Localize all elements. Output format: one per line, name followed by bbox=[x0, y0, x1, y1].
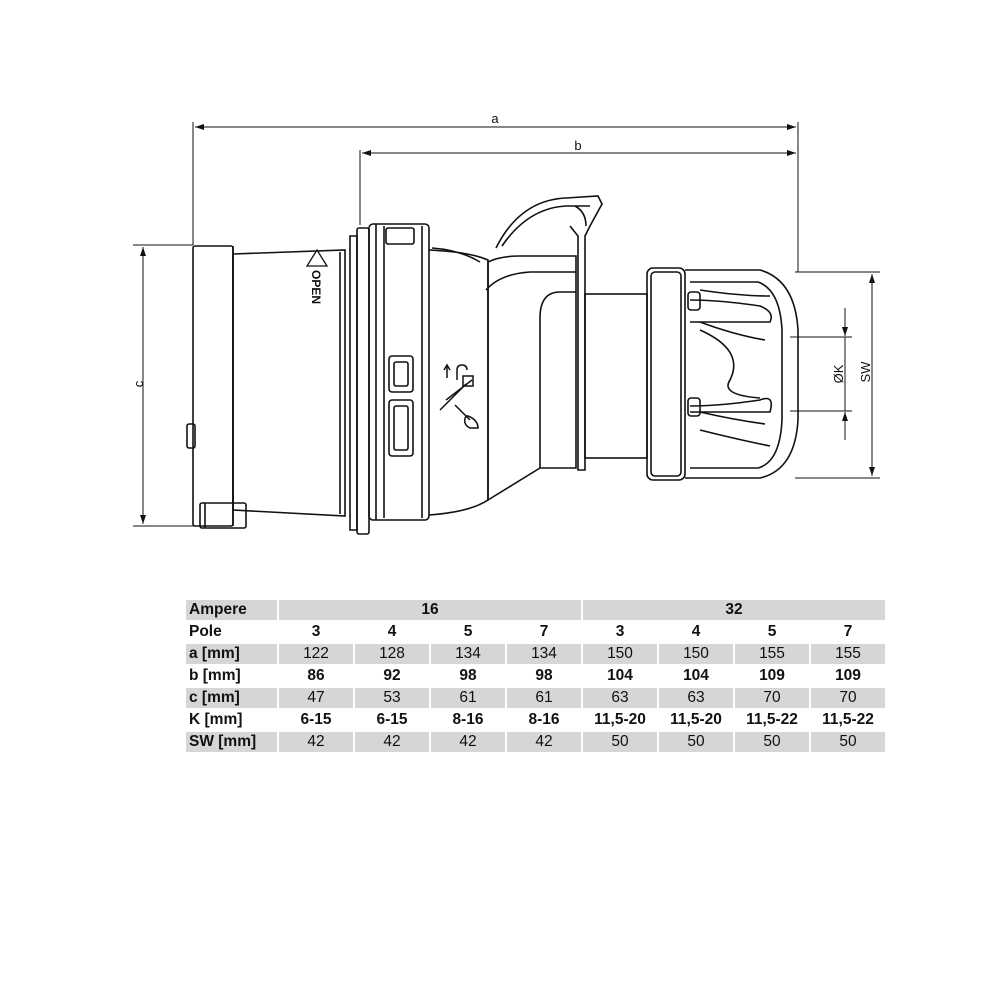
ampere-label: Ampere bbox=[186, 600, 277, 620]
table-cell: 86 bbox=[279, 666, 353, 686]
table-row-pole bbox=[186, 622, 885, 642]
table-cell: 6-15 bbox=[279, 710, 353, 730]
row-label: b [mm] bbox=[186, 666, 277, 686]
open-label: OPEN bbox=[309, 270, 323, 305]
dimension-b-label: b bbox=[574, 138, 582, 153]
dimension-c-label: c bbox=[131, 380, 146, 388]
table-row-ampere bbox=[186, 600, 885, 620]
table-cell: 42 bbox=[431, 732, 505, 752]
table-cell: 53 bbox=[355, 688, 429, 708]
row-label: K [mm] bbox=[186, 710, 277, 730]
table-cell: 3 bbox=[583, 622, 657, 642]
table-row-a bbox=[186, 644, 885, 664]
table-cell: 50 bbox=[659, 732, 733, 752]
table-row-c bbox=[186, 688, 885, 708]
screwdriver-lock-icon bbox=[440, 365, 478, 428]
table-cell: 150 bbox=[659, 644, 733, 664]
table-cell: 98 bbox=[431, 666, 505, 686]
table-cell: 134 bbox=[507, 644, 581, 664]
table-cell: 70 bbox=[811, 688, 885, 708]
table-cell: 8-16 bbox=[507, 710, 581, 730]
table-cell: 11,5-20 bbox=[659, 710, 733, 730]
pole-label: Pole bbox=[186, 622, 277, 642]
table-cell: 92 bbox=[355, 666, 429, 686]
table-row-b bbox=[186, 666, 885, 686]
table-cell: 128 bbox=[355, 644, 429, 664]
table-cell: 11,5-22 bbox=[735, 710, 809, 730]
table-cell: 98 bbox=[507, 666, 581, 686]
row-label: a [mm] bbox=[186, 644, 277, 664]
table-cell: 50 bbox=[735, 732, 809, 752]
table-cell: 42 bbox=[355, 732, 429, 752]
ampere-group: 32 bbox=[583, 600, 885, 620]
table-cell: 42 bbox=[279, 732, 353, 752]
table-cell: 155 bbox=[735, 644, 809, 664]
table-cell: 61 bbox=[431, 688, 505, 708]
table-row-sw bbox=[186, 732, 885, 752]
row-label: c [mm] bbox=[186, 688, 277, 708]
table-cell: 11,5-22 bbox=[811, 710, 885, 730]
dimension-k bbox=[790, 308, 852, 440]
table-cell: 50 bbox=[811, 732, 885, 752]
table-cell: 63 bbox=[583, 688, 657, 708]
table-cell: 50 bbox=[583, 732, 657, 752]
table-cell: 6-15 bbox=[355, 710, 429, 730]
table-cell: 70 bbox=[735, 688, 809, 708]
table-cell: 8-16 bbox=[431, 710, 505, 730]
table-cell: 5 bbox=[735, 622, 809, 642]
dimension-a-label: a bbox=[491, 111, 499, 126]
plug-outline bbox=[187, 196, 798, 534]
table-cell: 4 bbox=[355, 622, 429, 642]
table-cell: 61 bbox=[507, 688, 581, 708]
spec-table bbox=[184, 598, 887, 754]
table-cell: 47 bbox=[279, 688, 353, 708]
table-cell: 134 bbox=[431, 644, 505, 664]
table-cell: 63 bbox=[659, 688, 733, 708]
table-row-k bbox=[186, 710, 885, 730]
table-cell: 7 bbox=[811, 622, 885, 642]
dimension-c bbox=[131, 245, 200, 526]
table-cell: 104 bbox=[659, 666, 733, 686]
table-cell: 3 bbox=[279, 622, 353, 642]
dimension-sw-label: SW bbox=[858, 361, 873, 383]
table-cell: 4 bbox=[659, 622, 733, 642]
table-cell: 42 bbox=[507, 732, 581, 752]
dimension-k-label: ØK bbox=[831, 364, 846, 384]
dimension-a bbox=[193, 111, 798, 272]
dimension-b bbox=[360, 138, 796, 225]
table-cell: 104 bbox=[583, 666, 657, 686]
table-cell: 5 bbox=[431, 622, 505, 642]
row-label: SW [mm] bbox=[186, 732, 277, 752]
table-cell: 150 bbox=[583, 644, 657, 664]
ampere-group: 16 bbox=[279, 600, 581, 620]
open-marking bbox=[307, 250, 327, 304]
table-cell: 122 bbox=[279, 644, 353, 664]
table-cell: 155 bbox=[811, 644, 885, 664]
table-cell: 7 bbox=[507, 622, 581, 642]
table-cell: 109 bbox=[811, 666, 885, 686]
table-cell: 11,5-20 bbox=[583, 710, 657, 730]
table-cell: 109 bbox=[735, 666, 809, 686]
